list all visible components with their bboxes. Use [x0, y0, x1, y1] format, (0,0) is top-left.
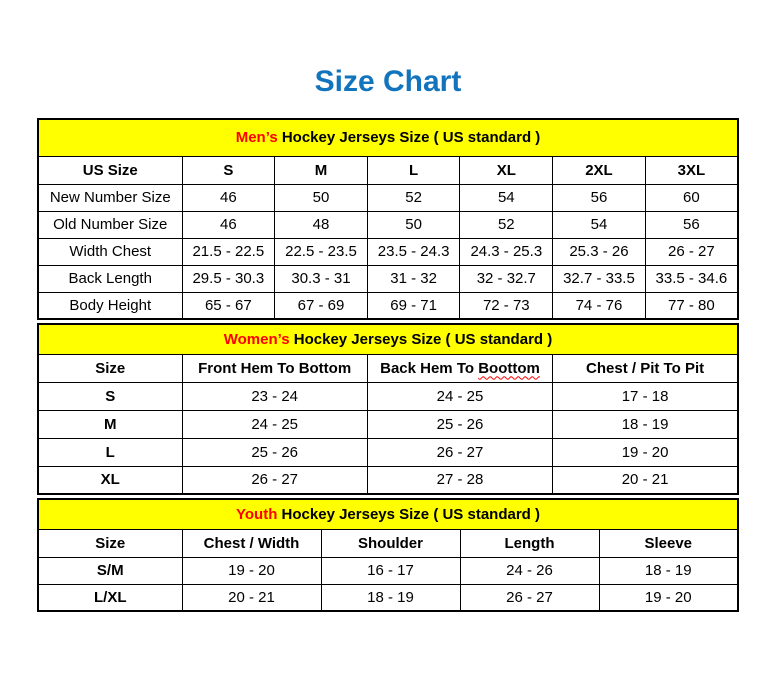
- table-row: [38, 211, 738, 238]
- size-value-cell: 24.3 - 25.3: [460, 238, 553, 265]
- page-title: Size Chart: [314, 65, 462, 98]
- table-row: [38, 438, 738, 466]
- section-band-highlight: Men’s: [235, 129, 278, 147]
- size-value-cell: 26 - 27: [182, 466, 367, 494]
- size-value-cell: 50: [275, 184, 368, 211]
- row-label: XL: [38, 466, 182, 494]
- size-value-cell: 54: [553, 211, 646, 238]
- table-row: [38, 557, 738, 584]
- size-value-cell: 69 - 71: [367, 292, 460, 319]
- size-value-cell: 32 - 32.7: [460, 265, 553, 292]
- column-header: Chest / Pit To Pit: [553, 354, 738, 382]
- size-value-cell: 52: [460, 211, 553, 238]
- size-value-cell: 72 - 73: [460, 292, 553, 319]
- size-value-cell: 20 - 21: [553, 466, 738, 494]
- mens-size-table: [37, 118, 739, 320]
- table-row: [38, 466, 738, 494]
- column-header: US Size: [38, 156, 182, 184]
- section-band: [38, 324, 738, 354]
- row-label: L/XL: [38, 584, 182, 611]
- column-header: XL: [460, 156, 553, 184]
- section-band-text: Hockey Jerseys Size ( US standard ): [289, 330, 553, 348]
- womens-size-table: [37, 323, 739, 495]
- size-value-cell: 19 - 20: [182, 557, 321, 584]
- row-label: New Number Size: [38, 184, 182, 211]
- size-value-cell: 52: [367, 184, 460, 211]
- row-label: L: [38, 438, 182, 466]
- size-value-cell: 26 - 27: [460, 584, 599, 611]
- column-header: Length: [460, 529, 599, 557]
- column-header: L: [367, 156, 460, 184]
- size-value-cell: 24 - 25: [367, 382, 552, 410]
- size-value-cell: 21.5 - 22.5: [182, 238, 275, 265]
- size-value-cell: 56: [645, 211, 738, 238]
- size-value-cell: 65 - 67: [182, 292, 275, 319]
- size-value-cell: 32.7 - 33.5: [553, 265, 646, 292]
- size-value-cell: 31 - 32: [367, 265, 460, 292]
- table-row: [38, 382, 738, 410]
- column-header: S: [182, 156, 275, 184]
- column-header-row: [38, 354, 738, 382]
- table-row: [38, 410, 738, 438]
- size-value-cell: 25.3 - 26: [553, 238, 646, 265]
- column-header-row: [38, 156, 738, 184]
- size-value-cell: 18 - 19: [599, 557, 738, 584]
- section-band: [38, 499, 738, 529]
- size-value-cell: 19 - 20: [599, 584, 738, 611]
- column-header: Sleeve: [599, 529, 738, 557]
- size-value-cell: 26 - 27: [645, 238, 738, 265]
- column-header: Size: [38, 529, 182, 557]
- size-value-cell: 33.5 - 34.6: [645, 265, 738, 292]
- size-value-cell: 24 - 26: [460, 557, 599, 584]
- table-row: [38, 238, 738, 265]
- section-band-row: [38, 324, 738, 354]
- section-band-text: Hockey Jerseys Size ( US standard ): [277, 129, 541, 147]
- size-value-cell: 23.5 - 24.3: [367, 238, 460, 265]
- size-value-cell: 67 - 69: [275, 292, 368, 319]
- size-value-cell: 30.3 - 31: [275, 265, 368, 292]
- section-band-highlight: Youth: [236, 505, 278, 523]
- size-value-cell: 60: [645, 184, 738, 211]
- size-value-cell: 25 - 26: [182, 438, 367, 466]
- column-header: 3XL: [645, 156, 738, 184]
- row-label: S/M: [38, 557, 182, 584]
- size-value-cell: 54: [460, 184, 553, 211]
- size-value-cell: 24 - 25: [182, 410, 367, 438]
- column-header: Shoulder: [321, 529, 460, 557]
- size-value-cell: 50: [367, 211, 460, 238]
- row-label: Body Height: [38, 292, 182, 319]
- size-value-cell: 56: [553, 184, 646, 211]
- size-tables: [0, 118, 776, 612]
- youth-size-table: [37, 498, 739, 612]
- column-header-row: [38, 529, 738, 557]
- section-band-row: [38, 499, 738, 529]
- column-header: 2XL: [553, 156, 646, 184]
- section-band-text: Hockey Jerseys Size ( US standard ): [277, 505, 540, 523]
- row-label: M: [38, 410, 182, 438]
- size-value-cell: 77 - 80: [645, 292, 738, 319]
- size-value-cell: 18 - 19: [553, 410, 738, 438]
- table-row: [38, 184, 738, 211]
- row-label: Width Chest: [38, 238, 182, 265]
- row-label: S: [38, 382, 182, 410]
- table-row: [38, 292, 738, 319]
- column-header: Chest / Width: [182, 529, 321, 557]
- row-label: Old Number Size: [38, 211, 182, 238]
- size-value-cell: 27 - 28: [367, 466, 552, 494]
- size-value-cell: 29.5 - 30.3: [182, 265, 275, 292]
- column-header: M: [275, 156, 368, 184]
- size-value-cell: 20 - 21: [182, 584, 321, 611]
- size-value-cell: 46: [182, 184, 275, 211]
- section-band-row: [38, 119, 738, 156]
- size-value-cell: 19 - 20: [553, 438, 738, 466]
- size-value-cell: 25 - 26: [367, 410, 552, 438]
- table-row: [38, 584, 738, 611]
- column-header: Size: [38, 354, 182, 382]
- size-value-cell: 16 - 17: [321, 557, 460, 584]
- row-label: Back Length: [38, 265, 182, 292]
- column-header: Front Hem To Bottom: [182, 354, 367, 382]
- size-value-cell: 74 - 76: [553, 292, 646, 319]
- size-value-cell: 46: [182, 211, 275, 238]
- section-band: [38, 119, 738, 156]
- size-value-cell: 23 - 24: [182, 382, 367, 410]
- size-value-cell: 22.5 - 23.5: [275, 238, 368, 265]
- table-row: [38, 265, 738, 292]
- size-value-cell: 26 - 27: [367, 438, 552, 466]
- size-value-cell: 17 - 18: [553, 382, 738, 410]
- column-header: Back Hem To Boottom: [367, 354, 552, 382]
- size-value-cell: 18 - 19: [321, 584, 460, 611]
- misspelled-word: Boottom: [478, 359, 540, 377]
- size-value-cell: 48: [275, 211, 368, 238]
- section-band-highlight: Women’s: [223, 330, 290, 348]
